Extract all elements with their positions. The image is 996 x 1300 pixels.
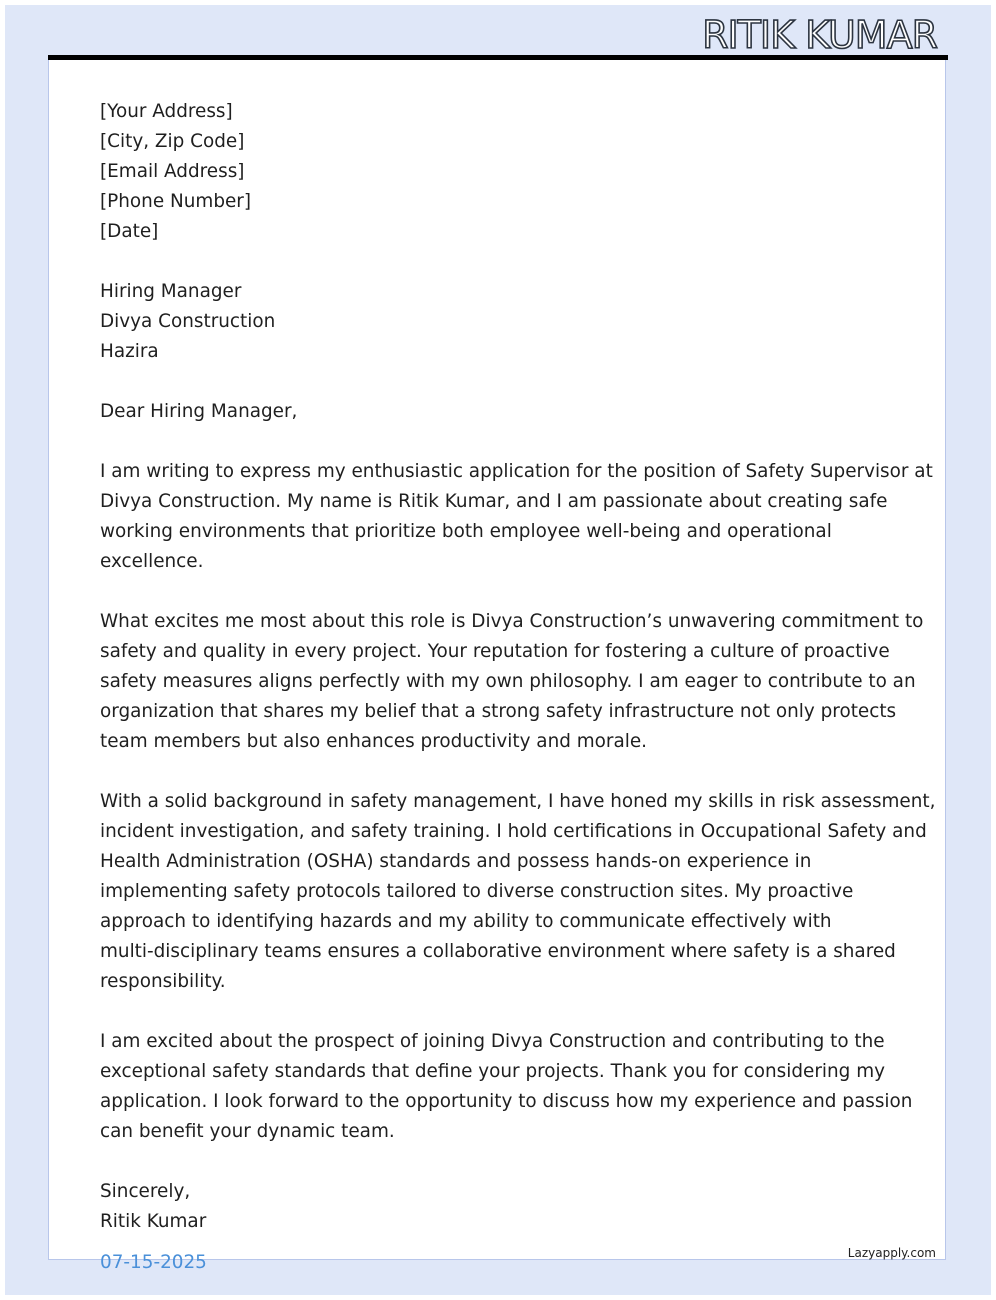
recipient-location: Hazira xyxy=(100,341,159,362)
paragraph-line: safety and quality in every project. Your reputation for fostering a culture of proactive xyxy=(100,641,890,662)
paragraph-line: Health Administration (OSHA) standards and possess hands-on experience in xyxy=(100,851,812,872)
valediction: Sincerely, xyxy=(100,1181,191,1202)
letter-body xyxy=(100,97,936,1237)
paragraph-motivation xyxy=(100,607,924,757)
paragraph-experience xyxy=(100,787,936,997)
paragraph-line: organization that shares my belief that a strong safety infrastructure not only protects xyxy=(100,701,897,722)
recipient-block xyxy=(100,277,900,367)
paragraph-line: Divya Construction. My name is Ritik Kumar, and I am passionate about creating safe xyxy=(100,491,888,512)
sender-phone: [Phone Number] xyxy=(100,191,252,212)
paragraph-line: team members but also enhances productivity and morale. xyxy=(100,731,648,752)
paragraph-line: implementing safety protocols tailored to diverse construction sites. My proactive xyxy=(100,881,854,902)
paragraph-line: working environments that prioritize both employee well-being and operational xyxy=(100,521,832,542)
footer-date: 07-15-2025 xyxy=(100,1252,207,1273)
sender-city-zip: [City, Zip Code] xyxy=(100,131,245,152)
paragraph-line: application. I look forward to the opportunity to discuss how my experience and passion xyxy=(100,1091,913,1112)
paragraph-line: multi-disciplinary teams ensures a collaborative environment where safety is a shared xyxy=(100,941,896,962)
sender-date: [Date] xyxy=(100,221,159,242)
paragraph-line: responsibility. xyxy=(100,971,226,992)
paragraph-line: approach to identifying hazards and my ability to communicate effectively with xyxy=(100,911,832,932)
brand-watermark: Lazyapply.com xyxy=(847,1246,936,1260)
paragraph-line: incident investigation, and safety training. I hold certifications in Occupational Safety and xyxy=(100,821,927,842)
paragraph-line: exceptional safety standards that define your projects. Thank you for considering my xyxy=(100,1061,885,1082)
paragraph-line: I am excited about the prospect of joining Divya Construction and contributing to the xyxy=(100,1031,885,1052)
salutation: Dear Hiring Manager, xyxy=(100,401,298,422)
paragraph-intro xyxy=(100,457,933,577)
signature-name: Ritik Kumar xyxy=(100,1211,207,1232)
paragraph-line: I am writing to express my enthusiastic application for the position of Safety Supervisor at xyxy=(100,461,933,482)
applicant-name-heading: RITIK KUMAR xyxy=(702,13,937,57)
signoff-block xyxy=(100,1177,900,1237)
recipient-title: Hiring Manager xyxy=(100,281,242,302)
sender-block xyxy=(100,97,900,247)
sender-email: [Email Address] xyxy=(100,161,245,182)
paragraph-line: can benefit your dynamic team. xyxy=(100,1121,395,1142)
paragraph-line: With a solid background in safety management, I have honed my skills in risk assessment, xyxy=(100,791,936,812)
paragraph-closing xyxy=(100,1027,913,1147)
paragraph-line: excellence. xyxy=(100,551,204,572)
recipient-company: Divya Construction xyxy=(100,311,276,332)
sender-address: [Your Address] xyxy=(100,101,233,122)
paragraph-line: What excites me most about this role is Divya Construction’s unwavering commitment to xyxy=(100,611,924,632)
paragraph-line: safety measures aligns perfectly with my own philosophy. I am eager to contribute to an xyxy=(100,671,916,692)
